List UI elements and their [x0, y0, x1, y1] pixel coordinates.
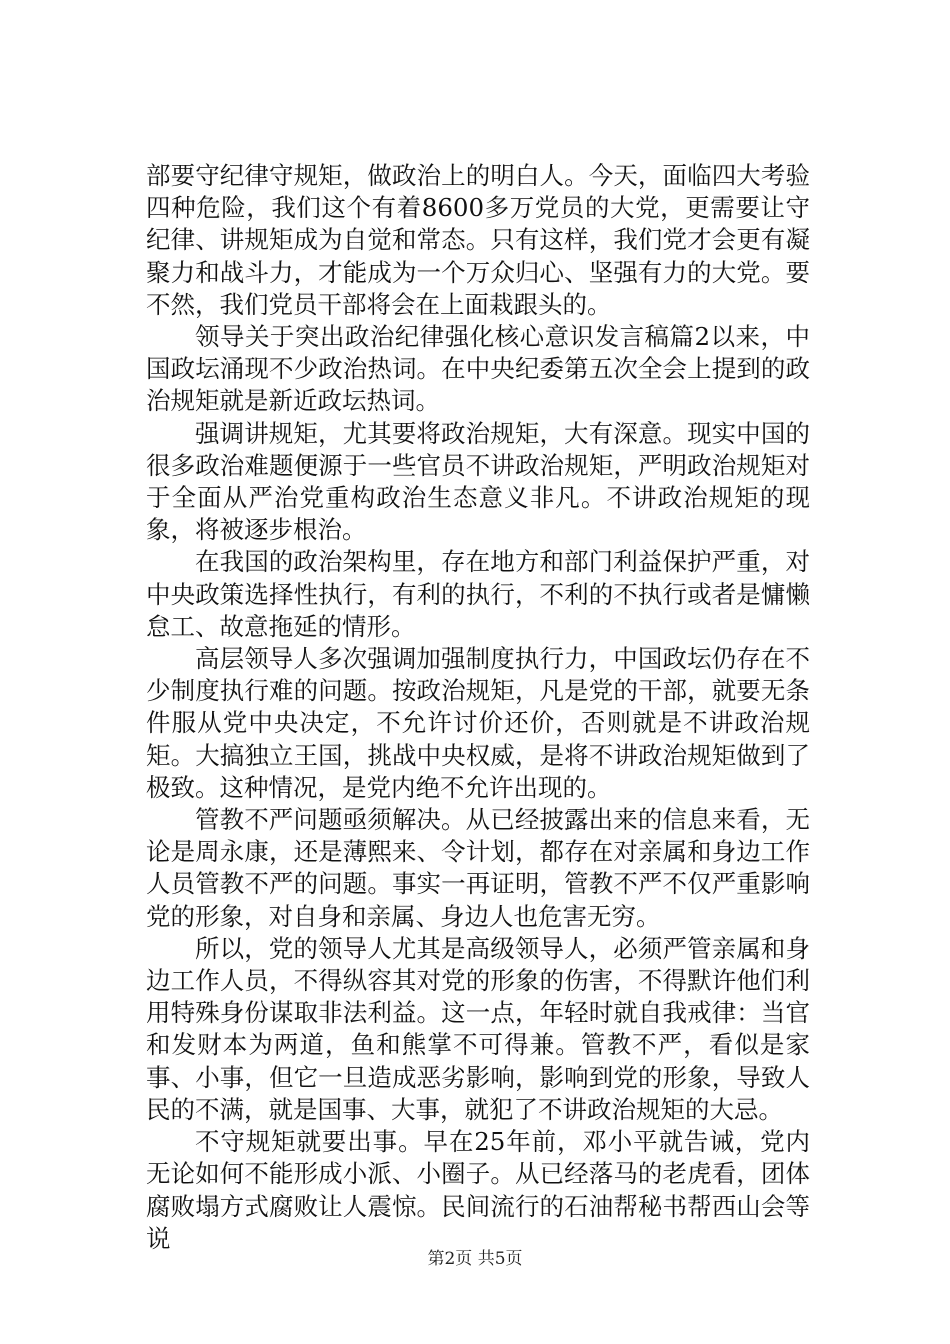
paragraph-8: 不守规矩就要出事。早在25年前，邓小平就告诫，党内无论如何不能形成小派、小圈子。从已经落马的老虎看，团体腐败塌方式腐败让人震惊。民间流行的石油帮秘书帮西山会等说 [146, 1127, 810, 1253]
paragraph-1: 部要守纪律守规矩，做政治上的明白人。今天，面临四大考验四种危险，我们这个有着8600多万党员的大党，更需要让守纪律、讲规矩成为自觉和常态。只有这样，我们党才会更有凝聚力和战斗力，才能成为一个万众归心、坚强有力的大党。要不然，我们党员干部将会在上面栽跟头的。 [146, 161, 810, 319]
document-body [146, 160, 810, 1255]
paragraph-6: 管教不严问题亟须解决。从已经披露出来的信息来看，无论是周永康，还是薄熙来、令计划，都存在对亲属和身边工作人员管教不严的问题。事实一再证明，管教不严不仅严重影响党的形象，对自身和亲属、身边人也危害无穷。 [146, 805, 810, 931]
paragraph-4: 在我国的政治架构里，存在地方和部门利益保护严重，对中央政策选择性执行，有利的执行，不利的不执行或者是慵懒怠工、故意拖延的情形。 [146, 547, 810, 641]
paragraph-2: 领导关于突出政治纪律强化核心意识发言稿篇2以来，中国政坛涌现不少政治热词。在中央纪委第五次全会上提到的政治规矩就是新近政坛热词。 [146, 322, 810, 416]
paragraph-5: 高层领导人多次强调加强制度执行力，中国政坛仍存在不少制度执行难的问题。按政治规矩，凡是党的干部，就要无条件服从党中央决定，不允许讨价还价，否则就是不讲政治规矩。大搞独立王国，挑战中央权威，是将不讲政治规矩做到了极致。这种情况，是党内绝不允许出现的。 [146, 644, 810, 802]
page-footer: 第2页 共5页 [427, 1249, 523, 1269]
paragraph-3: 强调讲规矩，尤其要将政治规矩，大有深意。现实中国的很多政治难题便源于一些官员不讲政治规矩，严明政治规矩对于全面从严治党重构政治生态意义非凡。不讲政治规矩的现象，将被逐步根治。 [146, 418, 810, 545]
paragraph-7: 所以，党的领导人尤其是高级领导人，必须严管亲属和身边工作人员，不得纵容其对党的形象的伤害，不得默许他们利用特殊身份谋取非法利益。这一点，年轻时就自我戒律：当官和发财本为两道，鱼和熊掌不可得兼。管教不严，看似是家事、小事，但它一旦造成恶劣影响，影响到党的形象，导致人民的不满，就是国事、大事，就犯了不讲政治规矩的大忌。 [146, 933, 810, 1124]
